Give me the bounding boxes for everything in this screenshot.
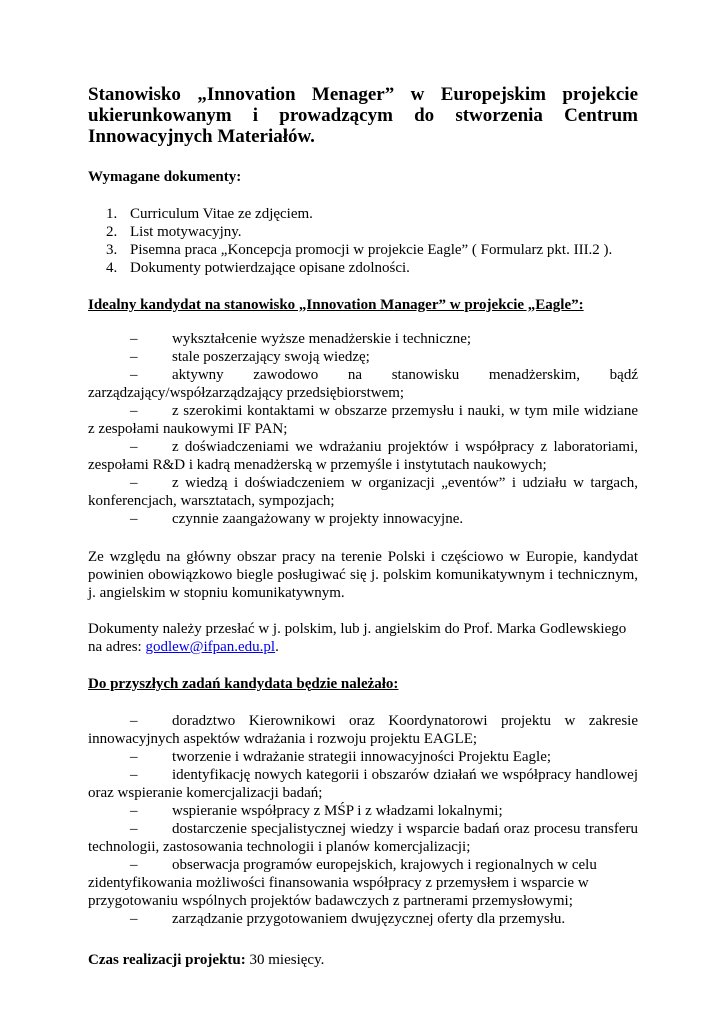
required-documents-heading: Wymagane dokumenty: — [88, 169, 242, 185]
list-item — [88, 438, 638, 474]
list-item — [88, 820, 638, 856]
future-tasks-heading: Do przyszłych zadań kandydata będzie należało: — [88, 676, 399, 692]
ideal-candidate-list — [88, 330, 638, 528]
list-number: 1. — [106, 206, 118, 222]
list-item-text: z doświadczeniami we wdrażaniu projektów i współpracy z laboratoriami, zespołami R&D i kadrą menadżerską w przemyśle i instytutach naukowych; — [88, 439, 638, 473]
list-item — [88, 330, 638, 348]
dash-bullet: – — [130, 511, 138, 527]
dash-bullet: – — [130, 403, 138, 419]
email-link[interactable]: godlew@ifpan.edu.pl — [145, 639, 276, 655]
list-item-text: wspieranie współpracy z MŚP i z władzami lokalnymi; — [172, 803, 503, 819]
dash-bullet: – — [130, 767, 138, 783]
list-number: 2. — [106, 224, 118, 240]
list-item-text: List motywacyjny. — [130, 224, 242, 240]
dash-bullet: – — [130, 821, 138, 837]
list-item — [88, 348, 638, 366]
dash-bullet: – — [130, 475, 138, 491]
project-duration-value: 30 miesięcy. — [245, 952, 325, 968]
list-item — [88, 259, 638, 277]
list-item — [88, 510, 638, 528]
list-item-text: Curriculum Vitae ze zdjęciem. — [130, 206, 313, 222]
list-item-text: obserwacja programów europejskich, krajowych i regionalnych w celu zidentyfikowania możliwości finansowania współpracy z przemysłem i wsparcie w przygotowaniu wspólnych projektów badawczych z partnerami przemysłowymi; — [88, 857, 597, 909]
dash-bullet: – — [130, 857, 138, 873]
submission-paragraph — [88, 620, 638, 656]
list-item — [88, 748, 638, 766]
page-title: Stanowisko „Innovation Menager” w Europejskim projekcie ukierunkowanym i prowadzącym do stworzenia Centrum Innowacyjnych Materiałów. — [88, 84, 638, 147]
dash-bullet: – — [130, 367, 138, 383]
document-page — [88, 84, 638, 969]
list-item — [88, 910, 638, 928]
list-item — [88, 402, 638, 438]
list-item-text: dostarczenie specjalistycznej wiedzy i wsparcie badań oraz procesu transferu technologii, zastosowania technologii i planów komercjalizacji; — [88, 821, 638, 855]
project-duration — [88, 951, 638, 969]
dash-bullet: – — [130, 749, 138, 765]
ideal-candidate-heading: Idealny kandydat na stanowisko „Innovation Manager” w projekcie „Eagle”: — [88, 297, 584, 313]
dash-bullet: – — [130, 713, 138, 729]
list-item-text: tworzenie i wdrażanie strategii innowacyjności Projektu Eagle; — [172, 749, 552, 765]
list-item-text: doradztwo Kierownikowi oraz Koordynatorowi projektu w zakresie innowacyjnych aspektów wdrażania i rozwoju projektu EAGLE; — [88, 713, 638, 747]
list-item-text: identyfikację nowych kategorii i obszarów działań we współpracy handlowej oraz wspieranie komercjalizacji badań; — [88, 767, 638, 801]
list-item-text: Pisemna praca „Koncepcja promocji w projekcie Eagle” ( Formularz pkt. III.2 ). — [130, 242, 613, 258]
dash-bullet: – — [130, 331, 138, 347]
list-item — [88, 766, 638, 802]
list-item — [88, 856, 638, 910]
language-requirements-paragraph: Ze względu na główny obszar pracy na terenie Polski i częściowo w Europie, kandydat powinien obowiązkowo biegle posługiwać się j. polskim komunikatywnym i technicznym, j. angielskim w stopniu komunikatywnym. — [88, 549, 638, 601]
list-item-text: Dokumenty potwierdzające opisane zdolności. — [130, 260, 410, 276]
future-tasks-list — [88, 712, 638, 928]
list-number: 4. — [106, 260, 118, 276]
list-item — [88, 802, 638, 820]
list-item-text: zarządzanie przygotowaniem dwujęzycznej oferty dla przemysłu. — [172, 911, 566, 927]
dash-bullet: – — [130, 803, 138, 819]
list-item — [88, 241, 638, 259]
project-duration-label: Czas realizacji projektu: — [88, 952, 246, 968]
dash-bullet: – — [130, 911, 138, 927]
list-item — [88, 366, 638, 402]
list-item — [88, 205, 638, 223]
submission-text: Dokumenty należy przesłać w j. polskim, lub j. angielskim do Prof. Marka Godlewskiego na adres: — [88, 621, 627, 655]
list-item-text: z wiedzą i doświadczeniem w organizacji „eventów” i udziału w targach, konferencjach, warsztatach, sympozjach; — [88, 475, 638, 509]
dash-bullet: – — [130, 349, 138, 365]
submission-suffix: . — [275, 639, 279, 655]
list-item-text: aktywny zawodowo na stanowisku menadżerskim, bądź zarządzający/współzarządzający przedsiębiorstwem; — [88, 367, 638, 401]
list-item-text: wykształcenie wyższe menadżerskie i techniczne; — [172, 331, 472, 347]
list-item — [88, 223, 638, 241]
list-item-text: czynnie zaangażowany w projekty innowacyjne. — [172, 511, 464, 527]
list-item — [88, 712, 638, 748]
list-item — [88, 474, 638, 510]
required-documents-list — [88, 205, 638, 277]
list-item-text: z szerokimi kontaktami w obszarze przemysłu i nauki, w tym mile widziane z zespołami naukowymi IF PAN; — [88, 403, 638, 437]
dash-bullet: – — [130, 439, 138, 455]
list-item-text: stale poszerzający swoją wiedzę; — [172, 349, 370, 365]
list-number: 3. — [106, 242, 118, 258]
